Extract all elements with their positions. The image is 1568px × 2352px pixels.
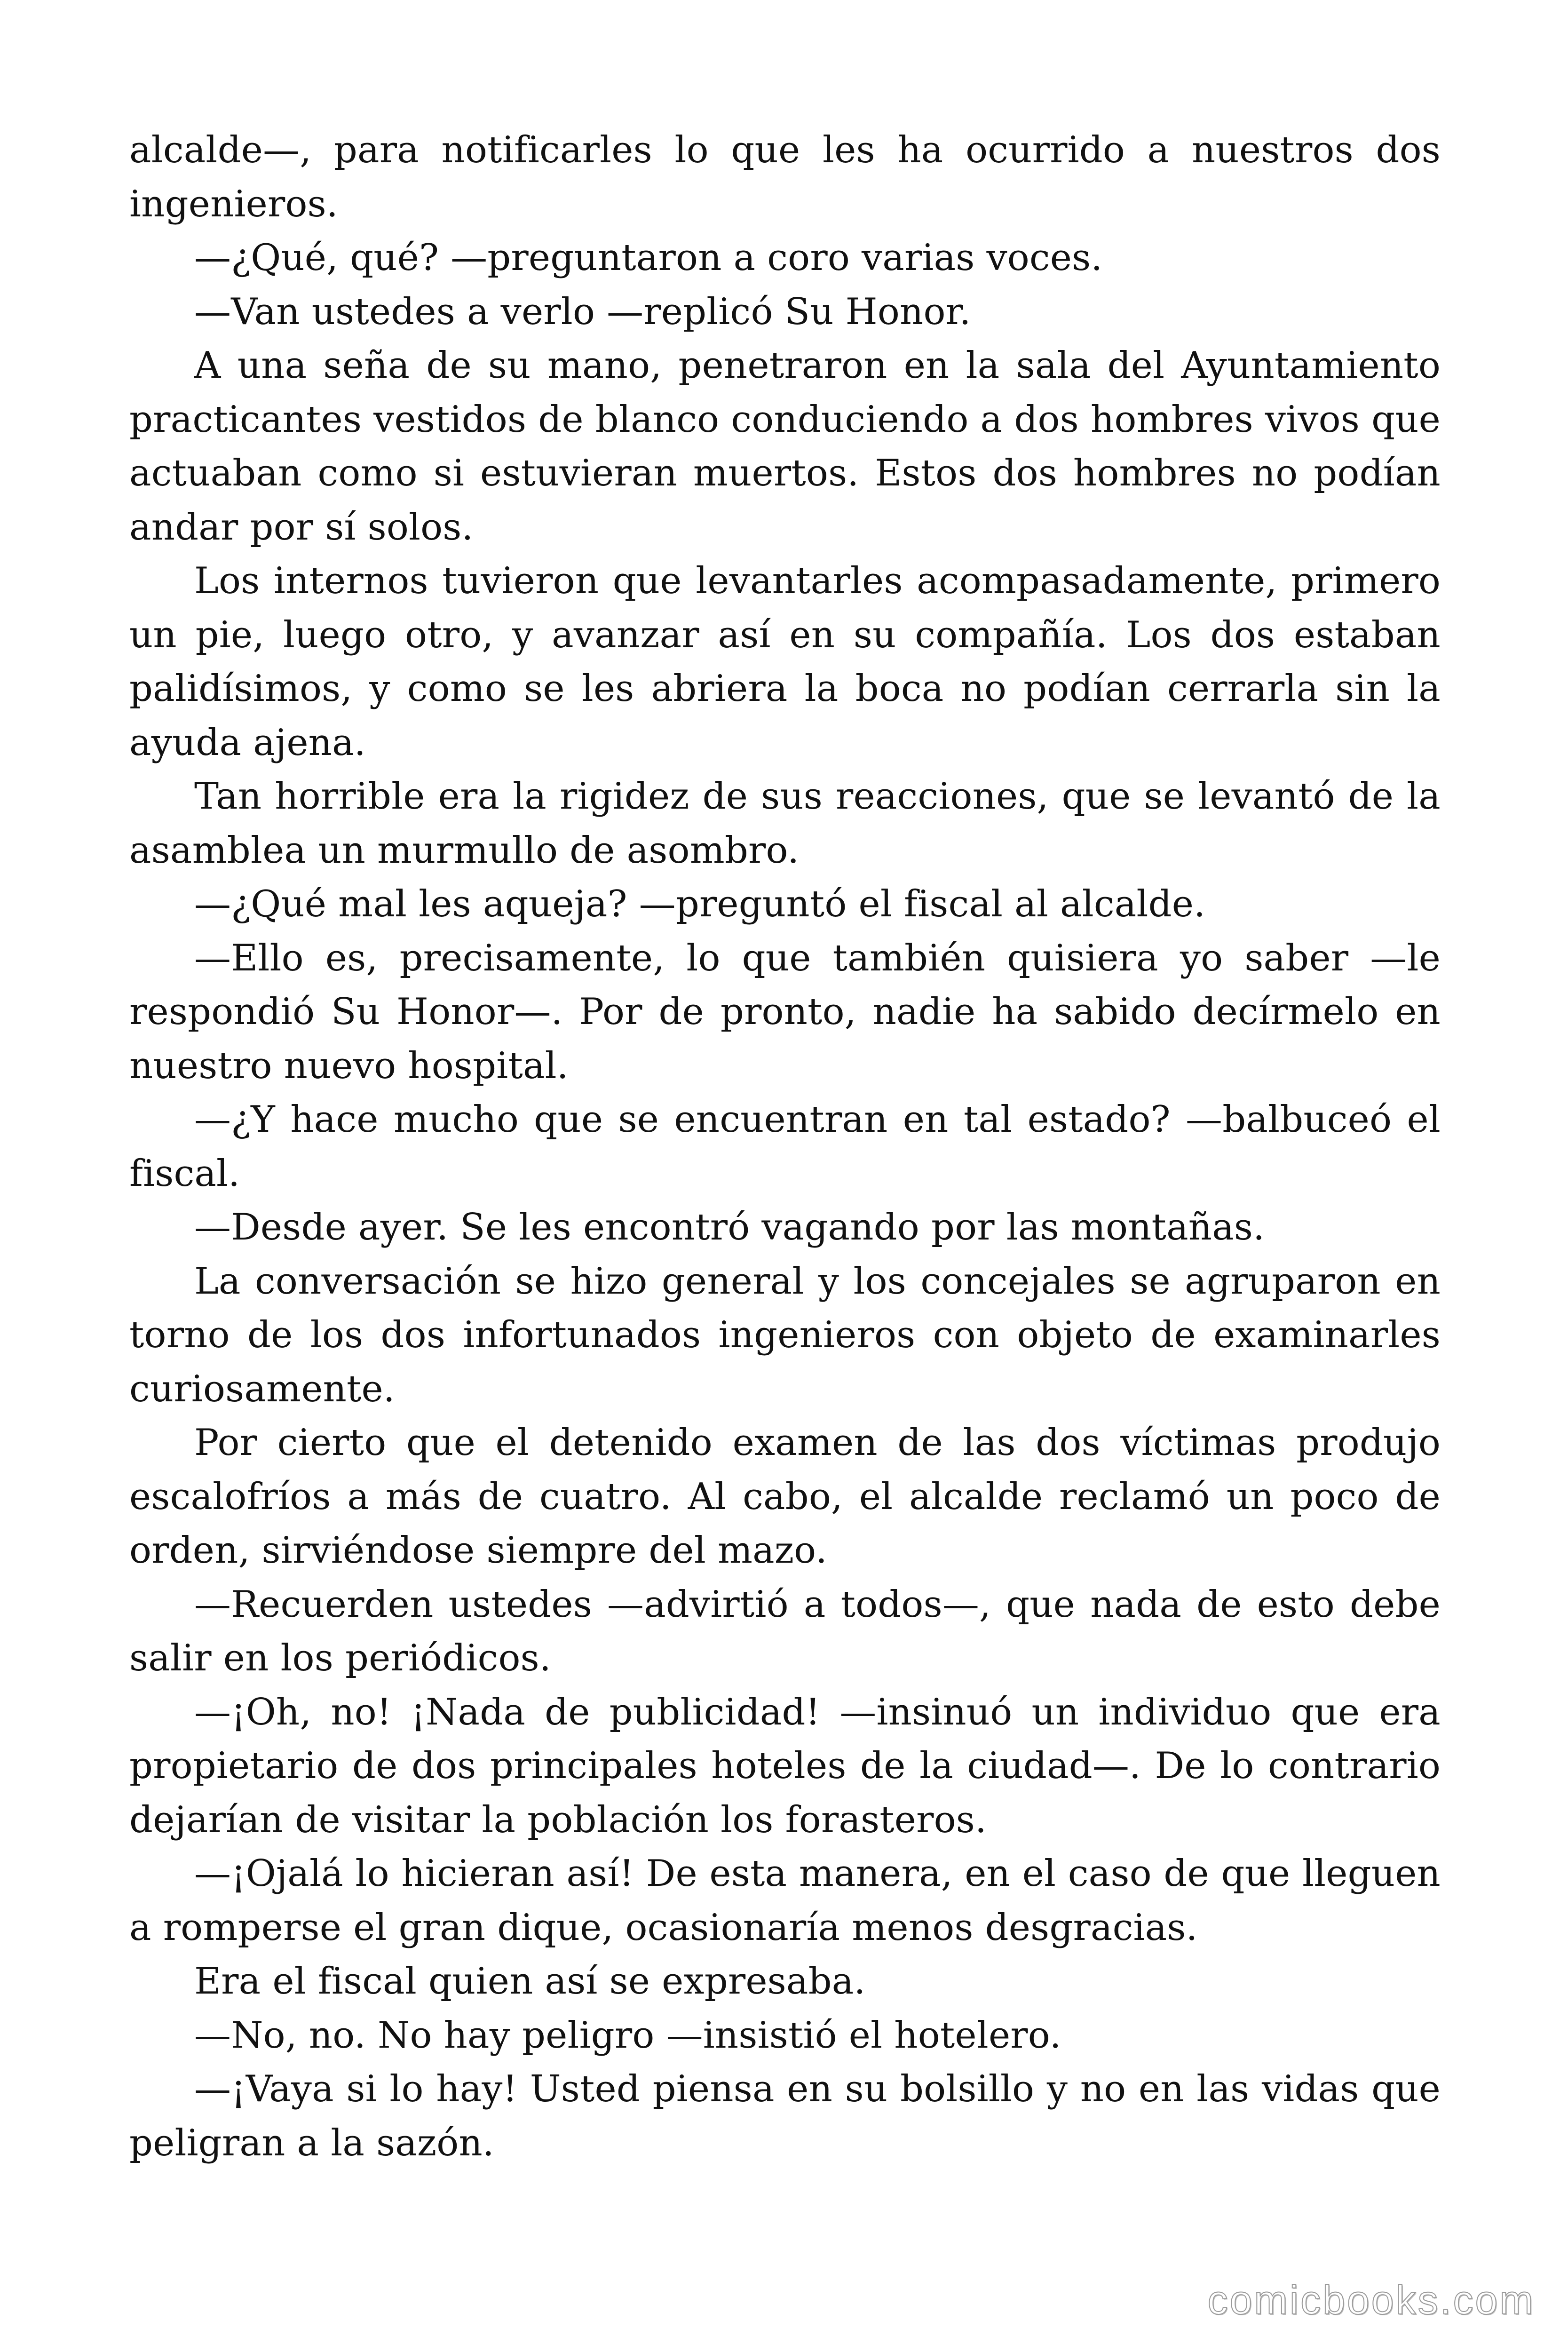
page-text xyxy=(129,123,1441,2170)
paragraph: Los internos tuvieron que levantarles acompasadamente, primero un pie, luego otro, y avanzar así en su compañía. Los dos estaban palidísimos, y como se les abriera la boca no podían cerrarla sin la ayuda ajena. xyxy=(129,560,1441,764)
paragraph: —¡Oh, no! ¡Nada de publicidad! —insinuó un individuo que era propietario de dos principales hoteles de la ciudad—. De lo contrario dejarían de visitar la población los forasteros. xyxy=(129,1691,1441,1841)
paragraph: —No, no. No hay peligro —insistió el hotelero. xyxy=(194,2014,1061,2057)
paragraph: A una seña de su mano, penetraron en la sala del Ayuntamiento practicantes vestidos de blanco conduciendo a dos hombres vivos que actuaban como si estuvieran muertos. Estos dos hombres no podían andar por sí solos. xyxy=(129,344,1441,548)
paragraph: Por cierto que el detenido examen de las dos víctimas produjo escalofríos a más de cuatro. Al cabo, el alcalde reclamó un poco de orden, sirviéndose siempre del mazo. xyxy=(129,1422,1441,1572)
paragraph: Era el fiscal quien así se expresaba. xyxy=(194,1960,866,2002)
paragraph: —Van ustedes a verlo —replicó Su Honor. xyxy=(194,290,971,333)
paragraph: —¿Y hace mucho que se encuentran en tal estado? —balbuceó el fiscal. xyxy=(129,1098,1441,1195)
paragraph: —Desde ayer. Se les encontró vagando por las montañas. xyxy=(194,1206,1265,1248)
paragraph: —Ello es, precisamente, lo que también quisiera yo saber —le respondió Su Honor—. Por de pronto, nadie ha sabido decírmelo en nuestro nuevo hospital. xyxy=(129,937,1441,1087)
watermark: comicbooks.com xyxy=(1207,2278,1535,2323)
paragraph: —¿Qué mal les aqueja? —preguntó el fiscal al alcalde. xyxy=(194,883,1206,925)
paragraph: La conversación se hizo general y los concejales se agruparon en torno de los dos infortunados ingenieros con objeto de examinarles curiosamente. xyxy=(129,1260,1441,1410)
paragraph: —¡Vaya si lo hay! Usted piensa en su bolsillo y no en las vidas que peligran a la sazón. xyxy=(129,2068,1441,2164)
paragraph: alcalde—, para notificarles lo que les ha ocurrido a nuestros dos ingenieros. xyxy=(129,129,1441,225)
paragraph: —Recuerden ustedes —advirtió a todos—, que nada de esto debe salir en los periódicos. xyxy=(129,1583,1441,1679)
paragraph: —¡Ojalá lo hicieran así! De esta manera, en el caso de que lleguen a romperse el gran dique, ocasionaría menos desgracias. xyxy=(129,1852,1441,1949)
paragraph: —¿Qué, qué? —preguntaron a coro varias voces. xyxy=(194,237,1103,279)
paragraph: Tan horrible era la rigidez de sus reacciones, que se levantó de la asamblea un murmullo de asombro. xyxy=(129,775,1441,872)
